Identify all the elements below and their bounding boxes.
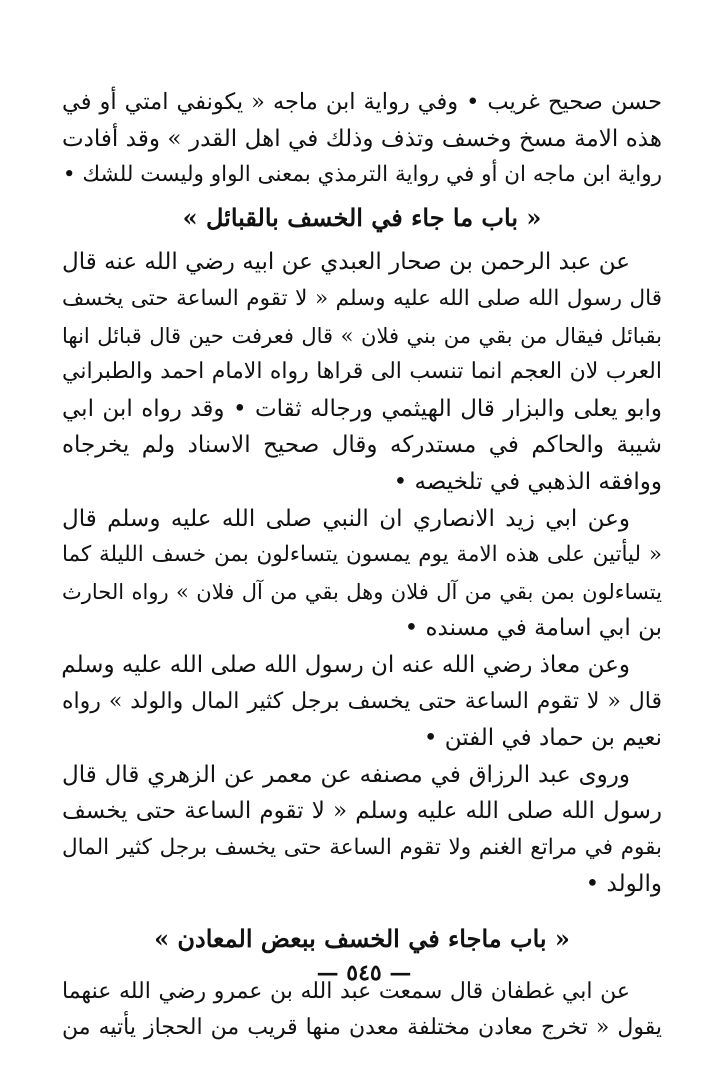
section-heading-mines: « باب ماجاء في الخسف ببعض المعادن » [154,924,570,954]
text-line: رواية ابن ماجه ان أو في رواية الترمذي بمعنى الواو وليست للشك • [62,162,662,188]
text-line: بقوم في مراتع الغنم ولا تقوم الساعة حتى يخسف برجل كثير المال [62,834,662,860]
text-line: شيبة والحاكم في مستدركه وقال صحيح الاسناد ولم يخرجاه [62,432,662,459]
paragraph-abdulrazzaq [62,757,662,903]
text-line: وعن معاذ رضي الله عنه ان رسول الله صلى الله عليه وسلم [61,651,630,678]
text-line: يتساءلون بمن بقي من آل فلان وهل بقي من آل فلان » رواه الحارث [62,579,662,604]
text-line: نعيم بن حماد في الفتن • [423,725,662,752]
text-line: قال « لا تقوم الساعة حتى يخسف برجل كثير المال والولد » رواه [62,688,662,714]
text-line: هذه الامة مسخ وخسف وتذف وذلك في اهل القدر » وقد أفادت [62,125,662,152]
text-line: والولد • [585,871,662,898]
text-line: حسن صحيح غريب • وفي رواية ابن ماجه « يكونفي امتي أو في [62,89,662,115]
text-line: بقبائل فيقال من بقي من بني فلان » قال فعرفت حين قال قبائل انها [62,323,662,348]
text-line: العرب لان العجم انما تنسب الى قراها رواه الامام احمد والطبراني [62,359,662,385]
page-body [62,84,662,1047]
text-line: عن عبد الرحمن بن صحار العبدي عن ابيه رضي الله عنه قال [62,249,630,276]
text-line: قال رسول الله صلى الله عليه وسلم « لا تقوم الساعة حتى يخسف [62,285,662,311]
paragraph-muadh [62,647,662,757]
text-line: وابو يعلى والبزار قال الهيثمي ورجاله ثقات • وقد رواه ابن ابي [62,395,662,422]
text-line: وعن ابي زيد الانصاري ان النبي صلى الله عليه وسلم قال [62,505,630,532]
text-line: « ليأتين على هذه الامة يوم يمسون يتساءلون بمن خسف الليلة كما [62,542,662,568]
text-line: يقول « تخرج معادن مختلفة معدن منها قريب من الحجاز يأتيه من [62,1015,662,1041]
paragraph-abdulrahman [62,244,662,500]
section-heading-tribes: « باب ما جاء في الخسف بالقبائل » [182,202,542,232]
text-line: ووافقه الذهبي في تلخيصه • [393,468,662,495]
text-line: رسول الله صلى الله عليه وسلم « لا تقوم الساعة حتى يخسف [62,798,662,825]
page-number: — ٥٤٥ — [316,960,412,986]
text-line: عن ابي غطفان قال سمعت عبد الله بن عمرو رضي الله عنهما [62,978,630,1004]
intro-paragraph [62,84,662,194]
text-line: وروى عبد الرزاق في مصنفه عن معمر عن الزهري قال قال [62,761,630,788]
paragraph-abu-zaid [62,501,662,647]
text-line: بن ابي اسامة في مسنده • [404,615,662,642]
